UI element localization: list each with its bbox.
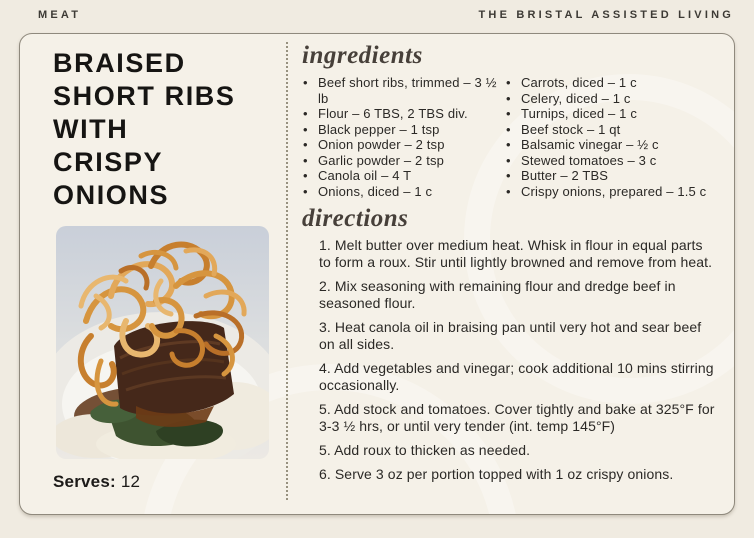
ingredient-item: • Garlic powder – 2 tsp <box>300 153 503 169</box>
recipe-details-panel <box>300 40 730 490</box>
vertical-dotted-divider <box>286 42 288 500</box>
recipe-title-line: ONIONS <box>53 180 170 210</box>
ingredient-item: • Celery, diced – 1 c <box>503 91 730 107</box>
ingredient-item: • Butter – 2 TBS <box>503 168 730 184</box>
ingredients-list <box>300 75 730 199</box>
direction-step: 2. Mix seasoning with remaining flour and dredge beef in seasoned flour. <box>319 278 676 311</box>
recipe-title-line: WITH <box>53 114 129 144</box>
ingredient-item: • Carrots, diced – 1 c <box>503 75 730 91</box>
ingredient-item: • Onion powder – 2 tsp <box>300 137 503 153</box>
ingredient-item: • Black pepper – 1 tsp <box>300 122 503 138</box>
serves-label: Serves: <box>53 472 116 491</box>
braised-short-ribs-illustration <box>56 226 269 459</box>
recipe-title <box>53 47 281 212</box>
ingredients-column-2 <box>503 75 730 199</box>
recipe-title-line: BRAISED <box>53 48 186 78</box>
directions-steps <box>300 237 718 483</box>
ingredient-item: • Balsamic vinegar – ½ c <box>503 137 730 153</box>
ingredient-item: • Turnips, diced – 1 c <box>503 106 730 122</box>
ingredients-heading: ingredients <box>302 42 423 69</box>
recipe-title-line: CRISPY <box>53 147 164 177</box>
direction-step: 3. Heat canola oil in braising pan until very hot and sear beef on all sides. <box>319 319 702 352</box>
ingredient-item: • Canola oil – 4 T <box>300 168 503 184</box>
direction-step: 6. Serve 3 oz per portion topped with 1 oz crispy onions. <box>319 466 674 482</box>
ingredient-item: • Beef short ribs, trimmed – 3 ½ lb <box>300 75 503 106</box>
direction-step: 5. Add stock and tomatoes. Cover tightly and bake at 325°F for 3-3 ½ hrs, or until very tender (int. temp 145°F) <box>319 401 715 434</box>
page-header <box>38 9 734 21</box>
recipe-card <box>19 33 735 515</box>
direction-step: 1. Melt butter over medium heat. Whisk in flour in equal parts to form a roux. Stir until lightly browned and remove from heat. <box>319 237 713 270</box>
brand-label: THE BRISTAL ASSISTED LIVING <box>478 9 734 21</box>
direction-step: 4. Add vegetables and vinegar; cook additional 10 mins stirring occasionally. <box>319 360 714 393</box>
directions-heading: directions <box>302 205 409 232</box>
ingredient-item: • Beef stock – 1 qt <box>503 122 730 138</box>
ingredient-item: • Stewed tomatoes – 3 c <box>503 153 730 169</box>
ingredient-item: • Flour – 6 TBS, 2 TBS div. <box>300 106 503 122</box>
ingredient-item: • Crispy onions, prepared – 1.5 c <box>503 184 730 200</box>
category-label: MEAT <box>38 9 82 21</box>
recipe-photo <box>56 226 269 459</box>
direction-step: 5. Add roux to thicken as needed. <box>319 442 531 458</box>
serves-value: 12 <box>120 472 141 491</box>
ingredient-item: • Onions, diced – 1 c <box>300 184 503 200</box>
recipe-title-line: SHORT RIBS <box>53 81 236 111</box>
ingredients-column-1 <box>300 75 503 199</box>
serves-line <box>53 472 140 492</box>
